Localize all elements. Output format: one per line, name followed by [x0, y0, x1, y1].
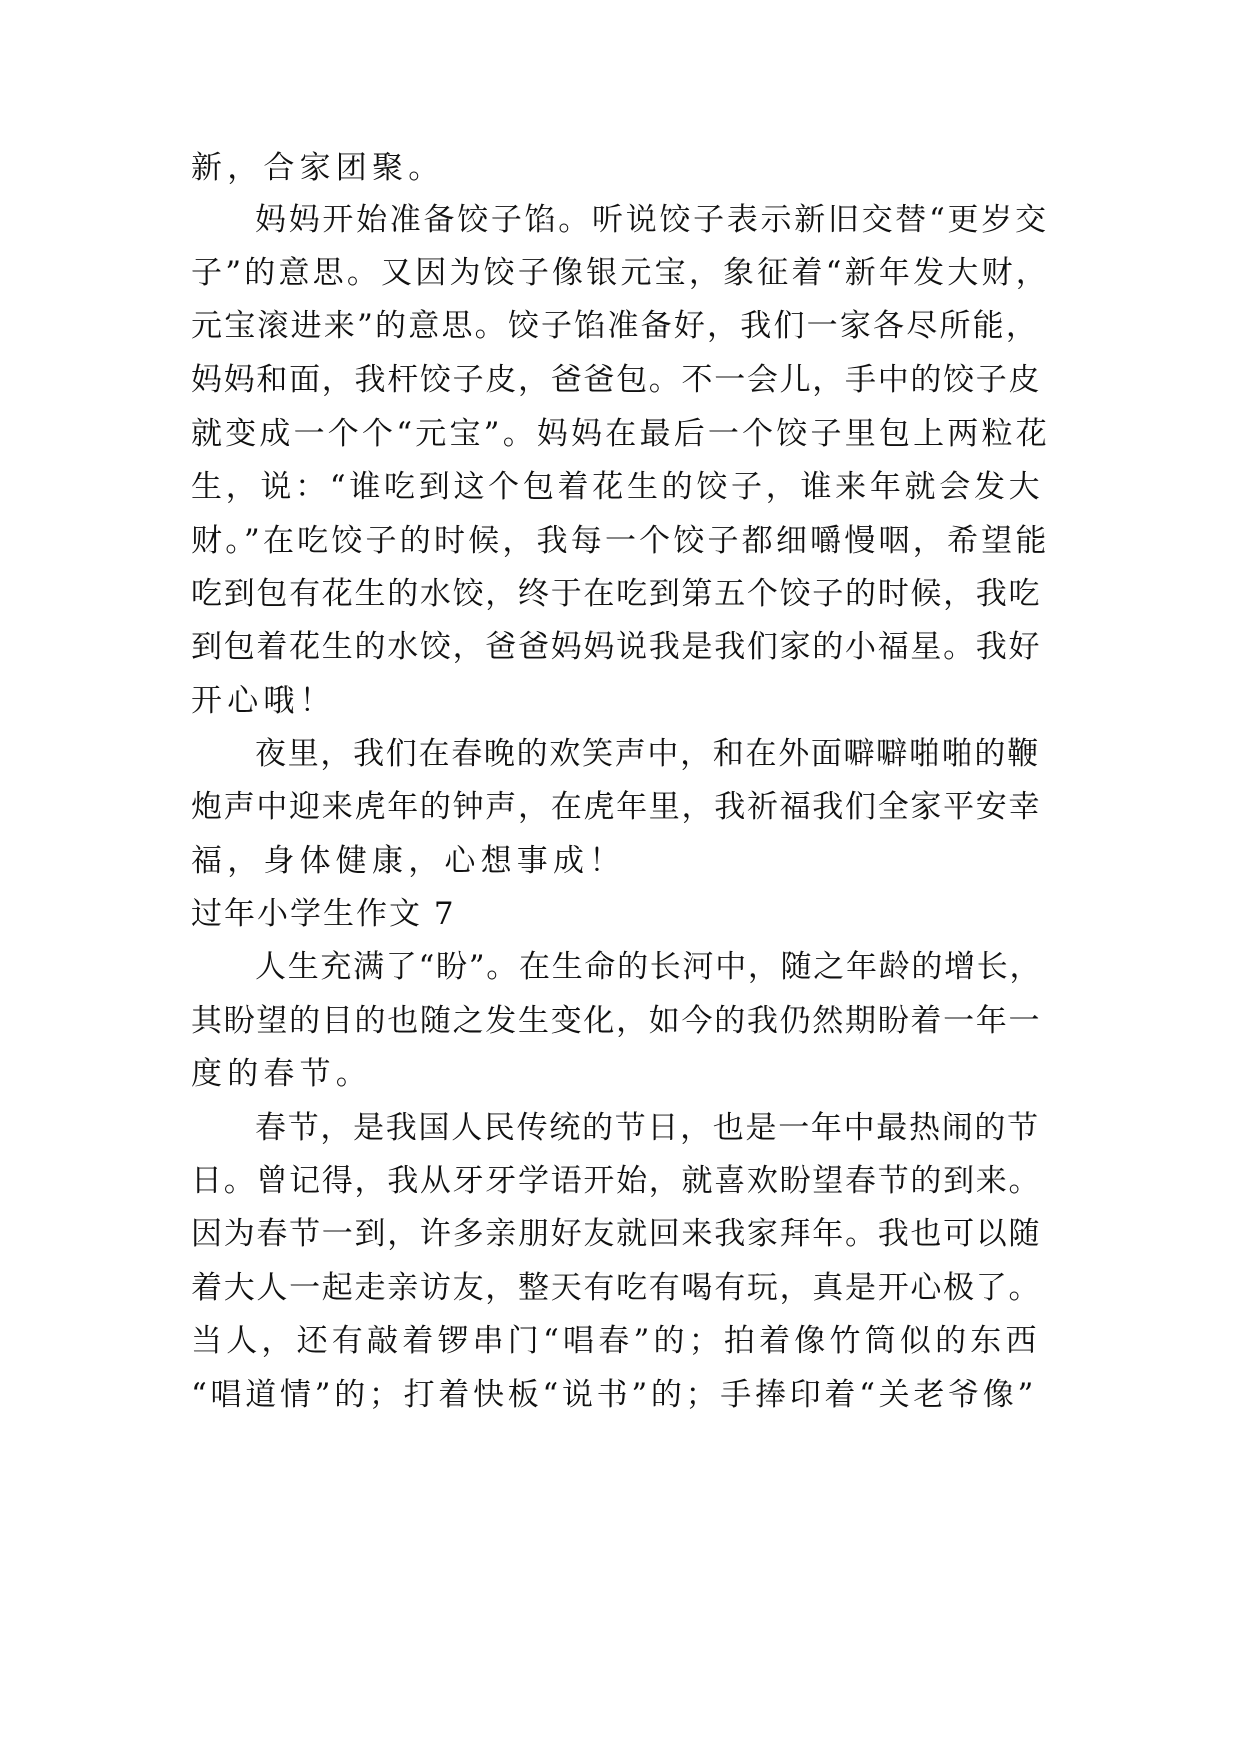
text-line: 福，身体健康，心想事成！: [191, 843, 626, 879]
text-line: 夜里，我们在春晚的欢笑声中，和在外面噼噼啪啪的鞭: [255, 736, 1040, 772]
section-heading: 过年小学生作文 7: [191, 896, 456, 932]
text-line: 新，合家团聚。: [191, 150, 445, 186]
text-line: 生，说：“谁吃到这个包着花生的饺子，谁来年就会发大: [191, 469, 1044, 505]
text-line: 日。曾记得，我从牙牙学语开始，就喜欢盼望春节的到来。: [191, 1163, 1042, 1199]
text-line: 当人，还有敲着锣串门“唱春”的；拍着像竹筒似的东西: [191, 1323, 1041, 1359]
text-line: 炮声中迎来虎年的钟声，在虎年里，我祈福我们全家平安幸: [191, 789, 1042, 825]
text-line: 吃到包有花生的水饺，终于在吃到第五个饺子的时候，我吃: [191, 576, 1042, 612]
text-line: 就变成一个个“元宝”。妈妈在最后一个饺子里包上两粒花: [191, 416, 1050, 452]
text-line: 财。”在吃饺子的时候，我每一个饺子都细嚼慢咽，希望能: [191, 523, 1050, 559]
text-line: 妈妈和面，我杆饺子皮，爸爸包。不一会儿，手中的饺子皮: [191, 362, 1042, 398]
text-line: 因为春节一到，许多亲朋好友就回来我家拜年。我也可以随: [191, 1216, 1042, 1252]
text-line: 开心哦！: [191, 683, 336, 719]
text-line: “唱道情”的；打着快板“说书”的；手捧印着“关老爷像”: [191, 1377, 1037, 1413]
text-line: 春节，是我国人民传统的节日，也是一年中最热闹的节: [255, 1110, 1040, 1146]
text-line: 到包着花生的水饺，爸爸妈妈说我是我们家的小福星。我好: [191, 629, 1042, 665]
text-line: 着大人一起走亲访友，整天有吃有喝有玩，真是开心极了。: [191, 1270, 1042, 1306]
text-line: 度的春节。: [191, 1056, 372, 1092]
text-line: 妈妈开始准备饺子馅。听说饺子表示新旧交替“更岁交: [255, 202, 1049, 238]
text-line: 其盼望的目的也随之发生变化，如今的我仍然期盼着一年一: [191, 1003, 1042, 1039]
text-line: 元宝滚进来”的意思。饺子馅准备好，我们一家各尽所能，: [191, 308, 1040, 344]
text-line: 人生充满了“盼”。在生命的长河中，随之年龄的增长，: [255, 949, 1043, 985]
text-line: 子”的意思。又因为饺子像银元宝，象征着“新年发大财，: [191, 255, 1050, 291]
